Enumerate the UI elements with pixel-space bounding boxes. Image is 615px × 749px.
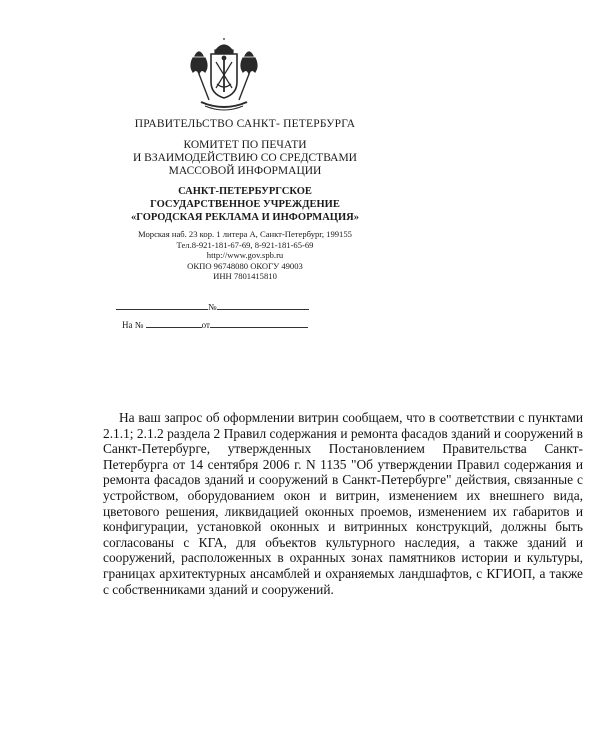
from-label: от [201, 320, 210, 330]
coat-of-arms-icon [187, 38, 261, 114]
website-line: http://www.gov.spb.ru [206, 250, 284, 261]
outgoing-reference [116, 300, 309, 312]
date-blank [116, 300, 208, 310]
institution-name [100, 185, 390, 224]
committee-line: КОМИТЕТ ПО ПЕЧАТИ [183, 139, 307, 151]
incoming-reference [122, 318, 308, 330]
institution-line: «ГОРОДСКАЯ РЕКЛАМА И ИНФОРМАЦИЯ» [131, 212, 359, 223]
letter-body [103, 410, 583, 597]
phone-line: Тел.8-921-181-67-69, 8-921-181-65-69 [176, 239, 314, 250]
number-blank [217, 300, 309, 310]
okpo-line: ОКПО 96748080 ОКОГУ 49003 [187, 260, 303, 271]
committee-line: МАССОВОЙ ИНФОРМАЦИИ [168, 165, 322, 177]
number-sign: № [208, 302, 217, 312]
to-number-label: На № [122, 320, 144, 330]
committee-line: И ВЗАИМОДЕЙСТВИЮ СО СРЕДСТВАМИ [133, 152, 357, 164]
inn-line: ИНН 7801415810 [213, 271, 277, 282]
letterhead [60, 118, 390, 282]
committee-name [100, 139, 390, 178]
letter-paragraph: На ваш запрос об оформлении витрин сообщаем, что в соответствии с пунктами 2.1.1; 2.1.2 раздела 2 Правил содержания и ремонта фасадов зданий и сооружений в Санкт-Петербурге, утвержденных Постановлением Правительства Санкт-Петербурга от 14 сентября 2006 г. N 1135 "Об утверждении Правил содержания и ремонта фасадов зданий и сооружений в Санкт-Петербурге" действия, связанные с устройством, оборудованием окон и витрин, изменением их внешнего вида, цветового решения, ликвидацией оконных проемов, изменением их габаритов и конфигурации, установкой оконных и витринных конструкций, должны быть согласованы с КГА, для объектов культурного наследия, а также зданий и сооружений, расположенных в охранных зонах памятников истории и культуры, границах архитектурных ансамблей и охраняемых ландшафтов, с КГИОП, а также с собственниками зданий и сооружений. [103, 410, 583, 597]
institution-line: САНКТ-ПЕТЕРБУРГСКОЕ [178, 186, 312, 197]
government-name: ПРАВИТЕЛЬСТВО САНКТ- ПЕТЕРБУРГА [134, 118, 356, 130]
to-number-blank [146, 318, 202, 328]
institution-line: ГОСУДАРСТВЕННОЕ УЧРЕЖДЕНИЕ [150, 199, 340, 210]
address-line: Морская наб. 23 кор. 1 литера А, Санкт-Петербург, 199155 [138, 229, 352, 239]
contact-details [100, 229, 390, 282]
from-date-blank [210, 318, 308, 328]
